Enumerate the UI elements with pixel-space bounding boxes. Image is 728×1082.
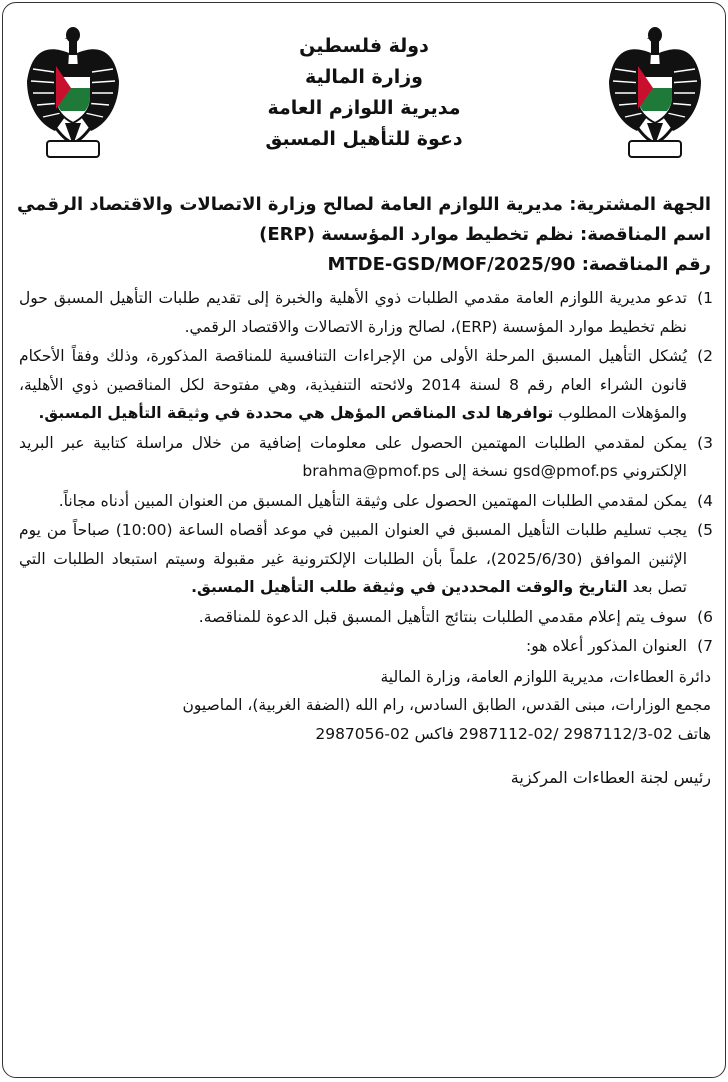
item-number: 4) <box>697 491 713 510</box>
item-text: يُشكل التأهيل المسبق المرحلة الأولى من الإجراءات التنافسية للمناقصة المذكورة، وذلك وفقاً الأحكام قانون الشراء العام رقم 8 لسنة 2014 ولائحته التنفيذية، وهي مفتوحة لكل المناقصين ذوي الأهلية، والمؤهلات المطلوب <box>19 347 687 422</box>
notice-items-list <box>3 284 725 661</box>
item-text: يمكن لمقدمي الطلبات المهتمين الحصول على معلومات إضافية من خلال مراسلة كتابية عبر البريد الإلكتروني gsd@pmof.ps نسخة إلى brahma@pmof.ps <box>19 433 687 480</box>
item-number: 3) <box>697 433 713 452</box>
item-text: يجب تسليم طلبات التأهيل المسبق في العنوان المبين في موعد أقصاه الساعة (10:00) صباحاً من يوم الإثنين الموافق (2025/6/30)، علماً بأن الطلبات الإلكترونية غير مقبولة وسيتم استبعاد الطلبات التي تصل بعد <box>19 521 688 596</box>
list-item <box>19 632 713 661</box>
item-number: 1) <box>697 289 713 307</box>
item-number: 2) <box>697 347 713 365</box>
address-line-location: مجمع الوزارات، مبنى القدس، الطابق السادس، رام الله (الضفة الغربية)، الماصيون <box>182 696 711 714</box>
item-text: تدعو مديرية اللوازم العامة مقدمي الطلبات ذوي الأهلية والخبرة إلى تقديم طلبات التأهيل المسبق حول نظم تخطيط موارد المؤسسة (ERP)، لصالح وزارة الاتصالات والاقتصاد الرقمي. <box>19 289 687 336</box>
signature-line: رئيس لجنة العطاءات المركزية <box>510 768 711 787</box>
item-number: 7) <box>697 637 713 655</box>
list-item <box>19 284 713 341</box>
notice-title: دعوة للتأهيل المسبق <box>265 128 463 150</box>
directorate-name: مديرية اللوازم العامة <box>267 97 461 119</box>
address-line-phone-fax: هاتف 02-2987112/3 /02-2987112 فاكس 02-2987056 <box>315 724 711 743</box>
item-text: العنوان المذكور أعلاه هو: <box>526 637 687 655</box>
heading-block <box>3 31 725 155</box>
item-text-emphasis: توافرها لدى المناقص المؤهل هي محددة في وثيقة التأهيل المسبق. <box>38 404 554 422</box>
tender-notice-page <box>2 2 726 1078</box>
ministry-name: وزارة المالية <box>305 66 423 88</box>
address-block <box>3 663 725 749</box>
list-item <box>19 342 713 428</box>
item-text: سوف يتم إعلام مقدمي الطلبات بنتائج التأهيل المسبق قبل الدعوة للمناقصة. <box>198 607 687 626</box>
list-item <box>19 516 713 602</box>
item-number: 6) <box>697 607 713 626</box>
tender-meta <box>3 190 725 280</box>
list-item <box>19 487 713 516</box>
state-name: دولة فلسطين <box>299 35 429 57</box>
address-line-department: دائرة العطاءات، مديرية اللوازم العامة، وزارة المالية <box>380 667 711 686</box>
list-item <box>19 603 713 632</box>
tender-number-line: رقم المناقصة: MTDE-GSD/MOF/2025/90 <box>327 254 711 275</box>
item-number: 5) <box>697 521 713 539</box>
header <box>3 3 725 188</box>
item-text: يمكن لمقدمي الطلبات المهتمين الحصول على وثيقة التأهيل المسبق من العنوان المبين أدناه مجاناً. <box>58 491 687 510</box>
tender-name-line: اسم المناقصة: نظم تخطيط موارد المؤسسة (ERP) <box>259 224 711 245</box>
item-text-emphasis: التاريخ والوقت المحددين في وثيقة طلب التأهيل المسبق. <box>191 578 628 596</box>
list-item <box>19 429 713 486</box>
buyer-line: الجهة المشترية: مديرية اللوازم العامة لصالح وزارة الاتصالات والاقتصاد الرقمي <box>16 194 711 215</box>
